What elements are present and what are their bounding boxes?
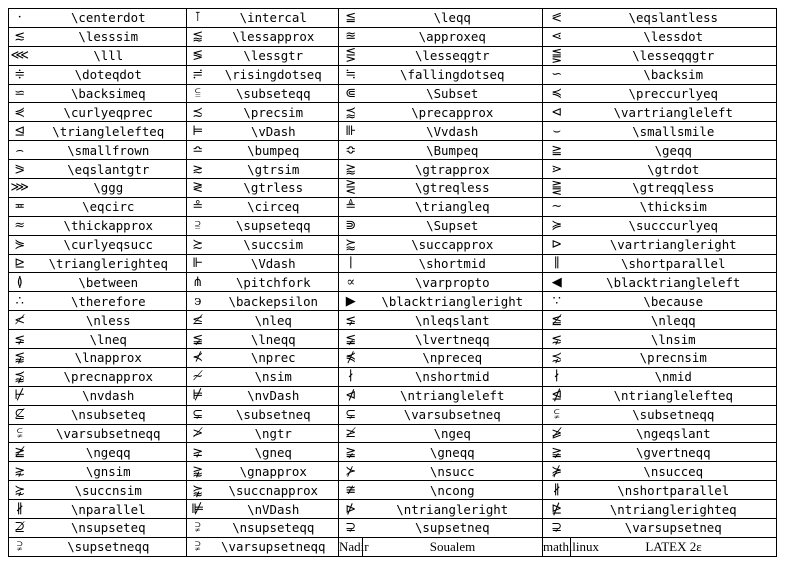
table-row (9, 103, 777, 122)
symbol-command: \supseteqq (209, 216, 339, 235)
symbol-command: \circeq (209, 197, 339, 216)
symbol-command: \nVDash (209, 500, 339, 519)
symbol-command: \lessdot (571, 27, 777, 46)
symbol-glyph: ≷ (187, 179, 209, 198)
symbol-command: \nmid (571, 367, 777, 386)
symbol-command: \backepsilon (209, 292, 339, 311)
symbol-command: \shortmid (363, 254, 543, 273)
table-row (9, 311, 777, 330)
symbol-glyph: ⪇ (9, 330, 31, 349)
symbol-command: \thickapprox (31, 216, 187, 235)
symbol-glyph: ∦ (9, 500, 31, 519)
symbol-glyph: ▶ (339, 292, 363, 311)
symbol-glyph: ⊊ (339, 405, 363, 424)
footer-site: math.linux (543, 539, 599, 555)
symbol-glyph: ⋠ (339, 349, 363, 368)
symbol-command: \ntriangleleft (363, 386, 543, 405)
symbol-command: \smallfrown (31, 141, 187, 160)
symbol-command: \fallingdotseq (363, 65, 543, 84)
table-row (9, 537, 777, 556)
symbol-command: \ggg (31, 179, 187, 198)
symbol-command: \lneqq (209, 330, 339, 349)
symbol-glyph: ⊁ (339, 462, 363, 481)
symbol-glyph: ≾ (187, 103, 209, 122)
symbol-command: \gvertneqq (571, 443, 777, 462)
symbol-command: \pitchfork (209, 273, 339, 292)
table-row (9, 292, 777, 311)
symbol-command: \eqslantgtr (31, 160, 187, 179)
symbol-command: \varsupsetneq (571, 519, 777, 538)
symbol-glyph: ≜ (339, 197, 363, 216)
symbol-command: \ngeqq (31, 443, 187, 462)
symbol-glyph: ⪌ (543, 179, 571, 198)
symbol-glyph: ∤ (543, 367, 571, 386)
footer-latex-logo: LATEX 2ε (571, 537, 777, 556)
symbol-command: \because (571, 292, 777, 311)
symbol-command: \backsimeq (31, 84, 187, 103)
symbol-command: \trianglelefteq (31, 122, 187, 141)
table-row (9, 443, 777, 462)
symbol-glyph: ⋫ (339, 500, 363, 519)
symbol-command: \nvdash (31, 386, 187, 405)
symbol-glyph: ⫅ (187, 84, 209, 103)
symbol-glyph: ⫋ (9, 424, 31, 443)
table-row (9, 481, 777, 500)
symbol-command: \supsetneq (363, 519, 543, 538)
symbol-glyph: ≼ (543, 84, 571, 103)
symbol-glyph: ≩ (339, 443, 363, 462)
symbol-command: \vartriangleleft (571, 103, 777, 122)
symbol-glyph: ≁ (187, 367, 209, 386)
symbol-glyph: ⋙ (10, 180, 29, 196)
symbol-command: \lesseqqgtr (571, 46, 777, 65)
symbol-glyph: ⊲ (543, 103, 571, 122)
symbol-glyph: ≨ (339, 330, 363, 349)
symbol-glyph: ⊀ (187, 349, 209, 368)
symbol-command: \nleq (209, 311, 339, 330)
symbol-command: \gnsim (31, 462, 187, 481)
symbol-command: \backsim (571, 65, 777, 84)
symbol-command: \eqslantless (571, 9, 777, 28)
symbol-command: \precnsim (571, 349, 777, 368)
symbol-command: \ntrianglerighteq (571, 500, 777, 519)
symbol-glyph: ≩ (543, 443, 571, 462)
symbol-command: \varpropto (363, 273, 543, 292)
symbol-glyph: ≯ (187, 424, 209, 443)
symbol-command: \eqcirc (31, 197, 187, 216)
table-row (9, 84, 777, 103)
symbol-glyph: ⊵ (9, 254, 31, 273)
symbol-glyph: ≰ (187, 311, 209, 330)
symbol-glyph: ⊬ (9, 386, 31, 405)
symbol-command: \vDash (209, 122, 339, 141)
symbol-command: \supsetneqq (31, 537, 187, 556)
symbol-command: \shortparallel (571, 254, 777, 273)
symbol-glyph: ∴ (9, 292, 31, 311)
symbol-command: \nsucceq (571, 462, 777, 481)
symbol-command: \Subset (363, 84, 543, 103)
symbol-glyph: ⋑ (339, 216, 363, 235)
table-row (9, 9, 777, 28)
symbol-command: \lneq (31, 330, 187, 349)
symbol-command: \succnapprox (209, 481, 339, 500)
symbol-command: \lnapprox (31, 349, 187, 368)
symbol-command: \ntrianglelefteq (571, 386, 777, 405)
symbol-glyph: ⋔ (187, 273, 209, 292)
symbol-glyph: ⋦ (543, 330, 571, 349)
symbol-glyph: ≒ (339, 65, 363, 84)
symbol-glyph: ⪋ (543, 46, 571, 65)
symbol-command: \smallsmile (571, 122, 777, 141)
symbol-command: \Bumpeq (363, 141, 543, 160)
symbol-command: \gtrless (209, 179, 339, 198)
symbol-glyph: ≦ (339, 9, 363, 28)
symbol-command: \nparallel (31, 500, 187, 519)
symbol-command: \approxeq (363, 27, 543, 46)
symbol-glyph: ⊊ (187, 405, 209, 424)
symbol-glyph: · (9, 9, 31, 28)
symbol-glyph: ⪆ (339, 160, 363, 179)
table-row (9, 386, 777, 405)
symbol-command: \trianglerighteq (31, 254, 187, 273)
symbol-command: \ntriangleright (363, 500, 543, 519)
symbol-glyph: ⋩ (9, 481, 31, 500)
table-row (9, 160, 777, 179)
symbol-glyph: ⫋ (543, 405, 571, 424)
symbol-glyph: ⪉ (9, 349, 31, 368)
table-row (9, 330, 777, 349)
symbol-glyph: ≑ (9, 65, 31, 84)
symbol-glyph: ⪹ (9, 367, 31, 386)
symbol-glyph: ⊋ (339, 519, 363, 538)
symbol-glyph: ≧ (543, 141, 571, 160)
symbol-glyph: ⋘ (10, 48, 29, 64)
table-row (9, 27, 777, 46)
symbol-command: \Vvdash (363, 122, 543, 141)
symbol-command: \between (31, 273, 187, 292)
symbol-command: \nleqq (571, 311, 777, 330)
table-row (9, 462, 777, 481)
symbol-glyph: ⪈ (187, 443, 209, 462)
table-row (9, 65, 777, 84)
symbol-command: \subsetneqq (571, 405, 777, 424)
symbol-glyph: ≿ (187, 235, 209, 254)
symbol-glyph: ⪖ (9, 160, 31, 179)
symbol-command: \gneq (209, 443, 339, 462)
symbol-command: \risingdotseq (209, 65, 339, 84)
symbol-glyph: ⋧ (9, 462, 31, 481)
table-row (9, 519, 777, 538)
symbol-command: \nshortparallel (571, 481, 777, 500)
table-row (9, 254, 777, 273)
symbol-glyph: ≳ (187, 160, 209, 179)
symbol-command: \lvertneqq (363, 330, 543, 349)
table-row (9, 273, 777, 292)
symbol-glyph: ⋭ (543, 500, 571, 519)
symbol-glyph: ∦ (543, 481, 571, 500)
symbol-command: \ngtr (209, 424, 339, 443)
symbol-glyph: ≽ (543, 216, 571, 235)
symbol-command: \curlyeqprec (31, 103, 187, 122)
symbol-glyph: ⊯ (187, 500, 209, 519)
symbol-command: \lnsim (571, 330, 777, 349)
symbol-command: \thicksim (571, 197, 777, 216)
symbol-glyph: ⋚ (339, 46, 363, 65)
symbol-glyph: ≇ (339, 481, 363, 500)
symbol-glyph: ⩾̸ (543, 424, 571, 443)
symbol-glyph: ⋛ (339, 179, 363, 198)
table-row (9, 197, 777, 216)
symbol-glyph: ⌢ (9, 141, 31, 160)
symbol-glyph: ⪷ (339, 103, 363, 122)
table-row (9, 216, 777, 235)
symbol-command: \geqq (571, 141, 777, 160)
symbol-glyph: ⫌ (9, 537, 31, 556)
symbol-command: \gnapprox (209, 462, 339, 481)
symbol-glyph: ≧̸ (9, 443, 31, 462)
symbol-glyph: ≗ (187, 197, 209, 216)
symbol-command: \nsucc (363, 462, 543, 481)
symbol-command: \curlyeqsucc (31, 235, 187, 254)
symbol-command: \doteqdot (31, 65, 187, 84)
symbol-glyph: ⫌ (187, 519, 209, 538)
footer-author-first: Nadir (339, 539, 369, 555)
symbol-command: \blacktriangleleft (571, 273, 777, 292)
symbol-command: \nvDash (209, 386, 339, 405)
table-row (9, 349, 777, 368)
symbol-command: \gtrsim (209, 160, 339, 179)
symbol-glyph: ⪊ (187, 462, 209, 481)
symbol-glyph: ≨ (187, 330, 209, 349)
symbol-command: \succsim (209, 235, 339, 254)
symbol-command: \npreceq (363, 349, 543, 368)
symbol-glyph: ⋞ (9, 103, 31, 122)
symbol-glyph: ⊴ (9, 122, 31, 141)
symbol-glyph: ∽ (543, 65, 571, 84)
symbol-command: \lesssim (31, 27, 187, 46)
symbol-glyph: ⪅ (187, 27, 209, 46)
symbol-glyph: ≶ (187, 46, 209, 65)
symbol-glyph: ⊨ (187, 122, 209, 141)
table-row (9, 46, 777, 65)
symbol-command: \blacktriangleright (363, 292, 543, 311)
symbol-glyph: ≖ (9, 197, 31, 216)
symbol-command: \preccurlyeq (571, 84, 777, 103)
symbol-command: \gtrdot (571, 160, 777, 179)
symbol-command: \precnapprox (31, 367, 187, 386)
symbol-glyph: ∵ (543, 292, 571, 311)
symbol-command: \nsupseteqq (209, 519, 339, 538)
symbol-command: \subseteqq (209, 84, 339, 103)
symbol-table (8, 8, 777, 557)
table-row (9, 122, 777, 141)
symbol-glyph: ⊺ (187, 9, 209, 28)
symbol-command: \succcurlyeq (571, 216, 777, 235)
symbol-glyph: ∼ (543, 197, 571, 216)
symbol-glyph: ⋬ (543, 386, 571, 405)
table-row (9, 235, 777, 254)
symbol-glyph: ∣ (339, 254, 363, 273)
symbol-glyph: ⌣ (543, 122, 571, 141)
symbol-glyph: ⋗ (543, 160, 571, 179)
symbol-glyph: ≊ (339, 27, 363, 46)
symbol-glyph: ⫌ (187, 537, 209, 556)
symbol-glyph: ⪺ (187, 481, 209, 500)
symbol-glyph: ⊋ (543, 519, 571, 538)
symbol-glyph: ∝ (339, 273, 363, 292)
symbol-command: \lessgtr (209, 46, 339, 65)
table-row (9, 405, 777, 424)
symbol-glyph: ≈ (9, 216, 31, 235)
symbol-command: \nless (31, 311, 187, 330)
symbol-command: \lesseqgtr (363, 46, 543, 65)
symbol-glyph: ⊭ (187, 386, 209, 405)
symbol-glyph: ⊈ (9, 405, 31, 424)
table-row (9, 500, 777, 519)
symbol-glyph: ⋨ (543, 349, 571, 368)
symbol-glyph: ⪸ (339, 235, 363, 254)
symbol-command: \ngeq (363, 424, 543, 443)
symbol-glyph: ⊩ (187, 254, 209, 273)
symbol-command: \bumpeq (209, 141, 339, 160)
symbol-glyph: ⋐ (339, 84, 363, 103)
symbol-command: \leqq (363, 9, 543, 28)
footer-author-last: Soualem (363, 537, 543, 556)
symbol-glyph: ⊪ (339, 122, 363, 141)
symbol-glyph: ⪕ (543, 9, 571, 28)
symbol-glyph: ∥ (543, 254, 571, 273)
symbol-glyph: ⪇ (339, 311, 363, 330)
symbol-table-body (9, 9, 777, 557)
symbol-command: \varsubsetneq (363, 405, 543, 424)
symbol-command: \gtrapprox (363, 160, 543, 179)
symbol-glyph: ≏ (187, 141, 209, 160)
symbol-glyph: ≬ (9, 273, 31, 292)
symbol-glyph: ≦̸ (543, 311, 571, 330)
table-row (9, 141, 777, 160)
table-row (9, 367, 777, 386)
symbol-glyph: ⊉ (9, 519, 31, 538)
symbol-command: \nsupseteq (31, 519, 187, 538)
symbol-glyph: ⋡ (543, 462, 571, 481)
symbol-glyph: ⫆ (187, 216, 209, 235)
symbol-command: \intercal (209, 9, 339, 28)
symbol-glyph: ⋖ (543, 27, 571, 46)
symbol-command: \varsupsetneqq (209, 537, 339, 556)
symbol-command: \varsubsetneqq (31, 424, 187, 443)
symbol-glyph: ∤ (339, 367, 363, 386)
symbol-glyph: ⋍ (9, 84, 31, 103)
symbol-glyph: ≱ (339, 424, 363, 443)
symbol-command: \vartriangleright (571, 235, 777, 254)
symbol-glyph: ⋪ (339, 386, 363, 405)
table-row (9, 179, 777, 198)
symbol-command: \ngeqslant (571, 424, 777, 443)
symbol-command: \Supset (363, 216, 543, 235)
symbol-command: \nsubseteq (31, 405, 187, 424)
symbol-command: \ncong (363, 481, 543, 500)
symbol-command: \subsetneq (209, 405, 339, 424)
symbol-glyph: ≓ (187, 65, 209, 84)
symbol-command: \succnsim (31, 481, 187, 500)
symbol-command: \therefore (31, 292, 187, 311)
symbol-command: \nshortmid (363, 367, 543, 386)
symbol-glyph: ≎ (339, 141, 363, 160)
symbol-command: \nprec (209, 349, 339, 368)
symbol-command: \gtreqless (363, 179, 543, 198)
symbol-command: \lessapprox (209, 27, 339, 46)
symbol-command: \precapprox (363, 103, 543, 122)
symbol-glyph: ⊳ (543, 235, 571, 254)
symbol-command: \nsim (209, 367, 339, 386)
symbol-glyph: ≮ (9, 311, 31, 330)
symbol-command: \gneqq (363, 443, 543, 462)
symbol-glyph: ≲ (9, 27, 31, 46)
symbol-command: \precsim (209, 103, 339, 122)
symbol-glyph: ⋟ (9, 235, 31, 254)
symbol-glyph: ϶ (187, 292, 209, 311)
symbol-command: \gtreqqless (571, 179, 777, 198)
symbol-command: \nleqslant (363, 311, 543, 330)
symbol-command: \succapprox (363, 235, 543, 254)
symbol-command: \lll (31, 46, 187, 65)
table-row (9, 424, 777, 443)
symbol-glyph: ◀ (543, 273, 571, 292)
symbol-command: \Vdash (209, 254, 339, 273)
symbol-command: \triangleq (363, 197, 543, 216)
symbol-command: \centerdot (31, 9, 187, 28)
